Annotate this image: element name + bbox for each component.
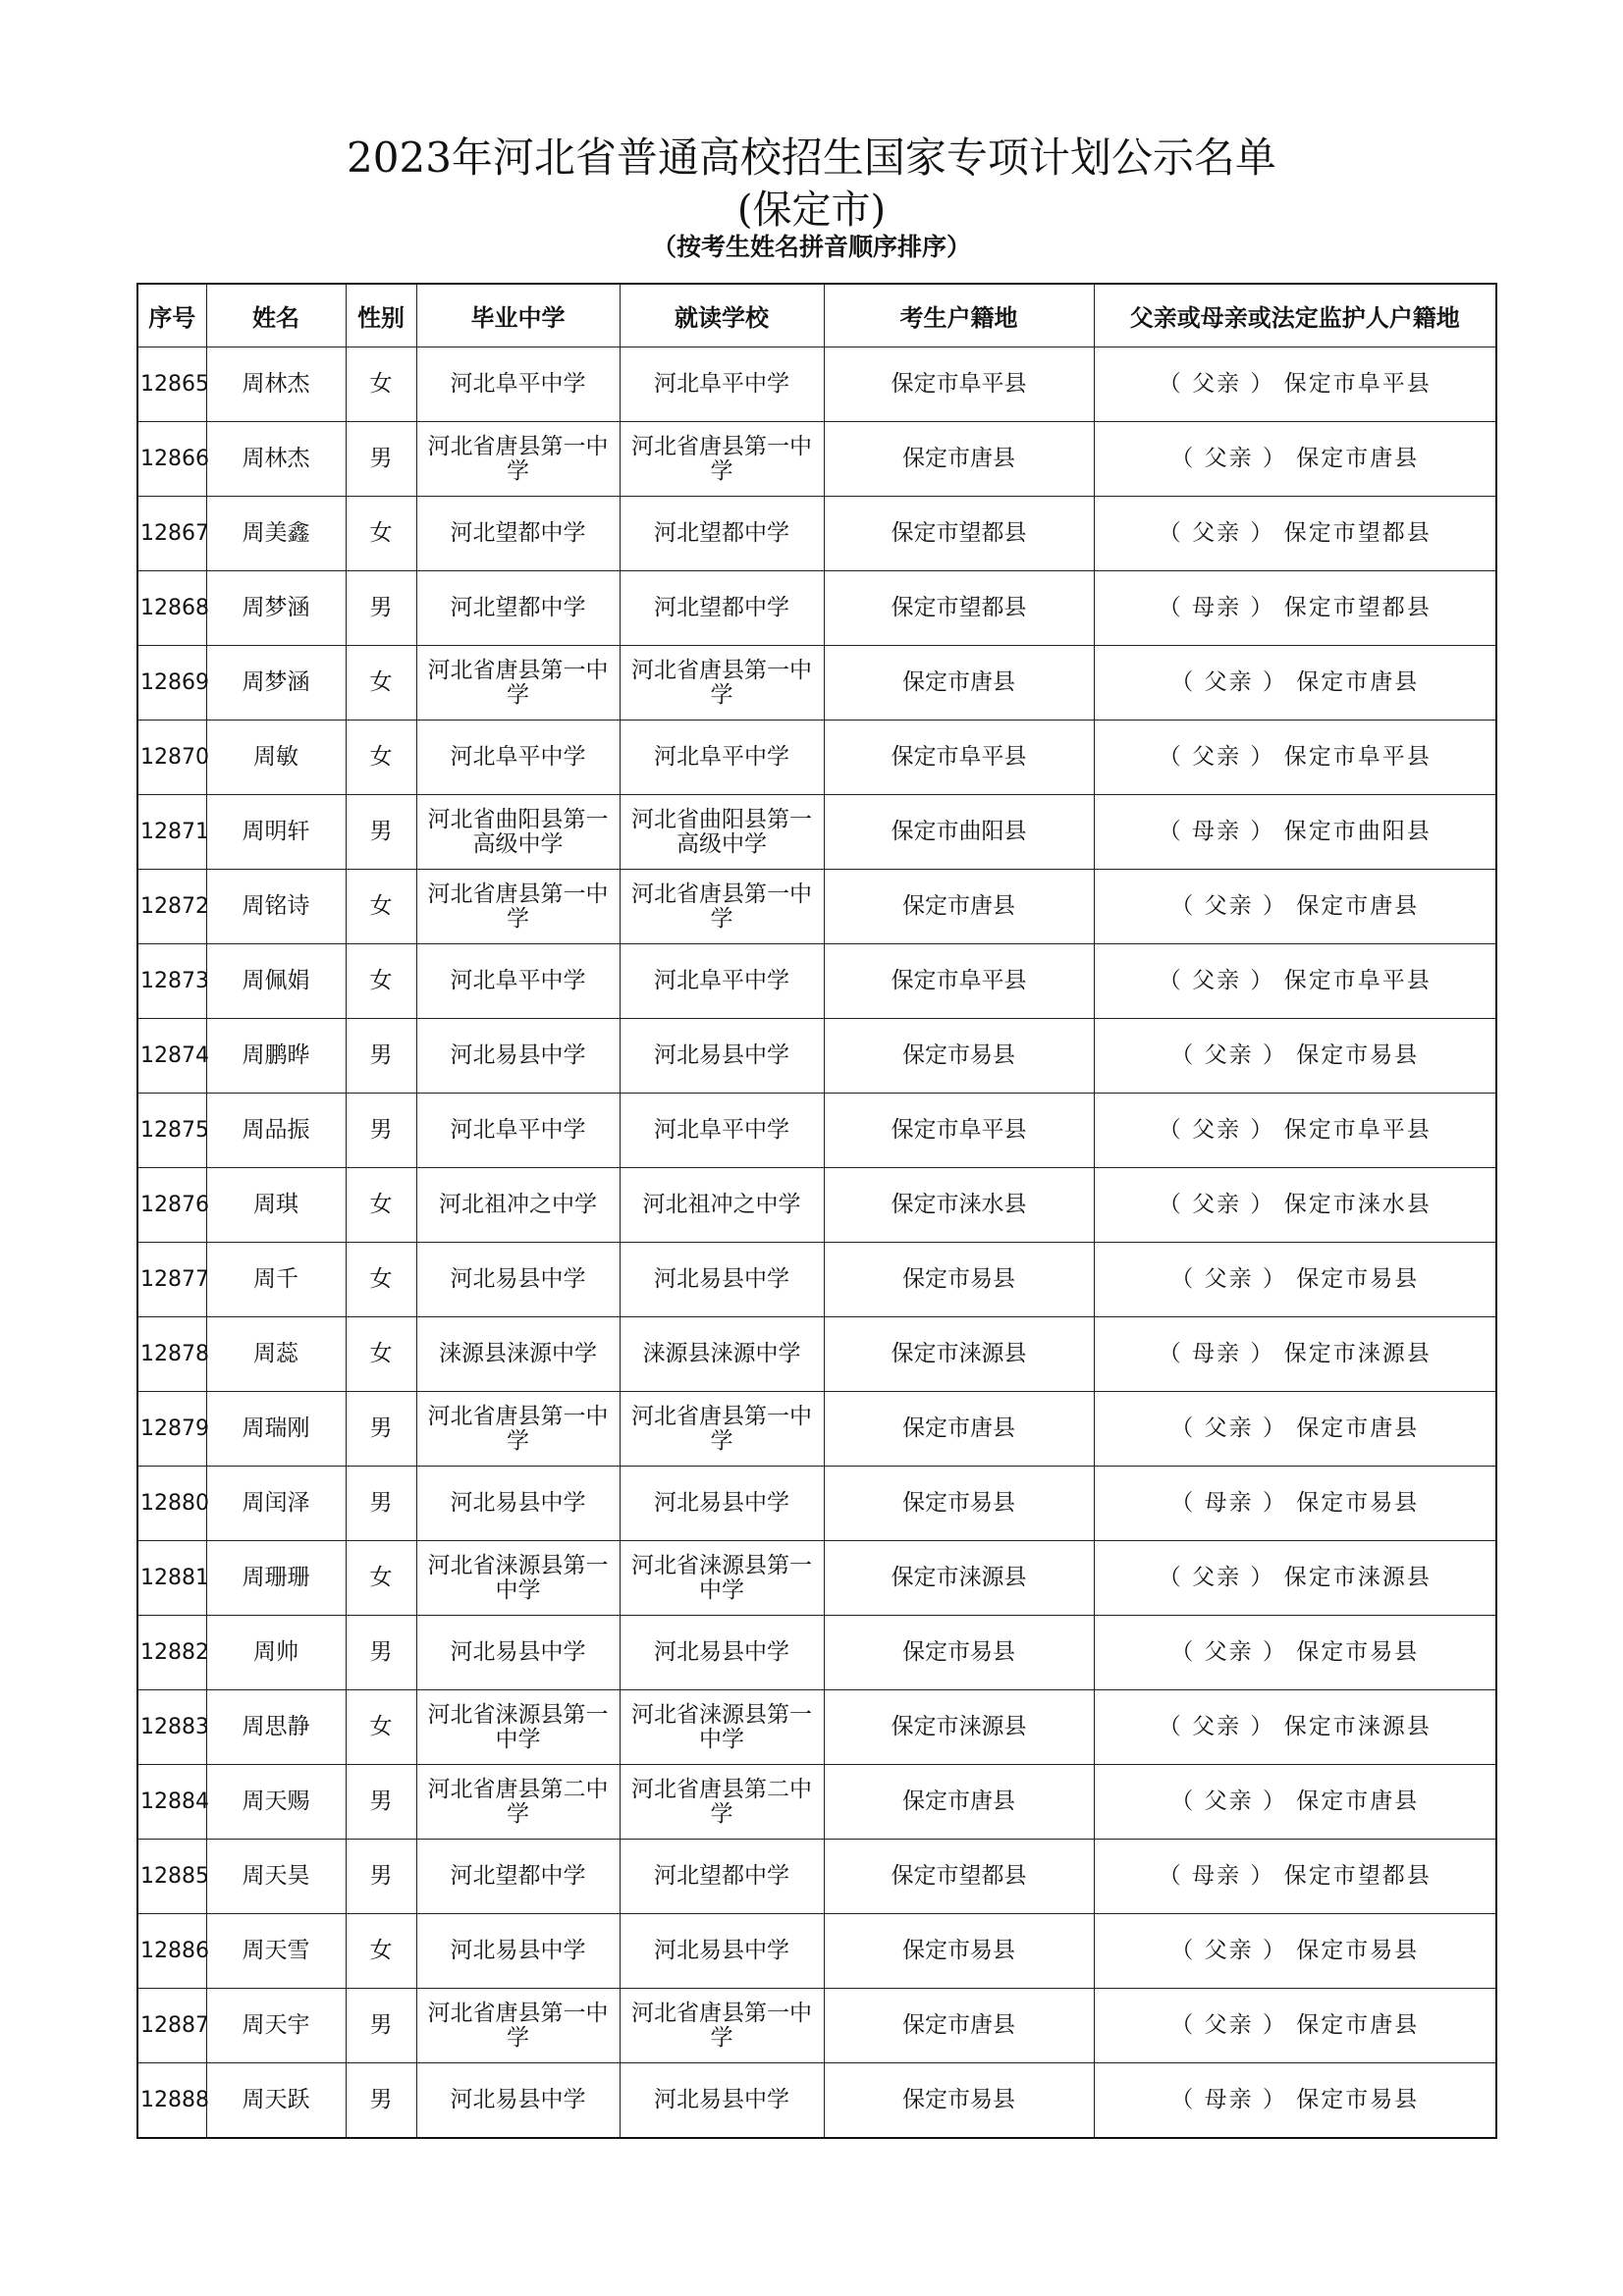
cell-seq: 12879: [137, 1392, 206, 1467]
cell-parent-hukou: （ 父亲 ） 保定市涞水县: [1094, 1168, 1496, 1243]
table-row: [137, 1914, 1496, 1989]
cell-gender: 男: [346, 1392, 416, 1467]
cell-study-school: 河北省唐县第一中学: [620, 1989, 824, 2063]
cell-hukou: 保定市易县: [824, 1243, 1094, 1317]
cell-grad-school: 河北省唐县第一中学: [416, 646, 620, 721]
cell-name: 周敏: [206, 721, 346, 795]
column-header-parent-hukou: 父亲或母亲或法定监护人户籍地: [1094, 284, 1496, 347]
cell-grad-school: 河北易县中学: [416, 1019, 620, 1094]
cell-seq: 12865: [137, 347, 206, 422]
cell-gender: 男: [346, 1616, 416, 1690]
cell-seq: 12888: [137, 2063, 206, 2139]
table-row: [137, 944, 1496, 1019]
cell-parent-hukou: （ 父亲 ） 保定市涞源县: [1094, 1541, 1496, 1616]
cell-study-school: 河北望都中学: [620, 497, 824, 571]
sort-note: （按考生姓名拼音顺序排序）: [651, 233, 971, 261]
cell-seq: 12878: [137, 1317, 206, 1392]
cell-name: 周瑞刚: [206, 1392, 346, 1467]
cell-hukou: 保定市唐县: [824, 422, 1094, 497]
table-row: [137, 721, 1496, 795]
cell-gender: 女: [346, 1243, 416, 1317]
cell-study-school: 河北望都中学: [620, 571, 824, 646]
cell-parent-hukou: （ 父亲 ） 保定市唐县: [1094, 1989, 1496, 2063]
cell-name: 周闰泽: [206, 1467, 346, 1541]
table-row: [137, 1317, 1496, 1392]
cell-gender: 男: [346, 1840, 416, 1914]
cell-name: 周铭诗: [206, 870, 346, 944]
table-row: [137, 1840, 1496, 1914]
cell-grad-school: 河北省唐县第一中学: [416, 870, 620, 944]
cell-parent-hukou: （ 父亲 ） 保定市阜平县: [1094, 347, 1496, 422]
table-header-row: [137, 284, 1496, 347]
cell-parent-hukou: （ 母亲 ） 保定市曲阳县: [1094, 795, 1496, 870]
cell-study-school: 河北省唐县第一中学: [620, 646, 824, 721]
cell-grad-school: 河北易县中学: [416, 1467, 620, 1541]
cell-gender: 男: [346, 571, 416, 646]
cell-parent-hukou: （ 父亲 ） 保定市易县: [1094, 1243, 1496, 1317]
cell-study-school: 河北省涞源县第一中学: [620, 1690, 824, 1765]
cell-study-school: 河北阜平中学: [620, 347, 824, 422]
cell-grad-school: 河北阜平中学: [416, 347, 620, 422]
cell-seq: 12870: [137, 721, 206, 795]
cell-grad-school: 涞源县涞源中学: [416, 1317, 620, 1392]
cell-parent-hukou: （ 父亲 ） 保定市易县: [1094, 1616, 1496, 1690]
cell-name: 周千: [206, 1243, 346, 1317]
cell-grad-school: 河北省曲阳县第一高级中学: [416, 795, 620, 870]
cell-hukou: 保定市易县: [824, 1467, 1094, 1541]
cell-name: 周佩娟: [206, 944, 346, 1019]
cell-grad-school: 河北阜平中学: [416, 1094, 620, 1168]
table-row: [137, 1168, 1496, 1243]
table-row: [137, 1616, 1496, 1690]
cell-name: 周天跃: [206, 2063, 346, 2139]
cell-name: 周天昊: [206, 1840, 346, 1914]
cell-parent-hukou: （ 母亲 ） 保定市易县: [1094, 1467, 1496, 1541]
cell-hukou: 保定市曲阳县: [824, 795, 1094, 870]
cell-seq: 12886: [137, 1914, 206, 1989]
cell-gender: 男: [346, 1094, 416, 1168]
column-header-study-school: 就读学校: [620, 284, 824, 347]
cell-gender: 女: [346, 1914, 416, 1989]
table-row: [137, 1243, 1496, 1317]
table-row: [137, 422, 1496, 497]
table-row: [137, 1094, 1496, 1168]
cell-name: 周天雪: [206, 1914, 346, 1989]
table-row: [137, 795, 1496, 870]
cell-hukou: 保定市唐县: [824, 870, 1094, 944]
column-header-gender: 性别: [346, 284, 416, 347]
cell-study-school: 河北省曲阳县第一高级中学: [620, 795, 824, 870]
table-row: [137, 1765, 1496, 1840]
table-row: [137, 1989, 1496, 2063]
cell-study-school: 河北省唐县第一中学: [620, 870, 824, 944]
cell-parent-hukou: （ 父亲 ） 保定市阜平县: [1094, 1094, 1496, 1168]
cell-grad-school: 河北易县中学: [416, 1616, 620, 1690]
cell-hukou: 保定市阜平县: [824, 721, 1094, 795]
cell-hukou: 保定市涞源县: [824, 1690, 1094, 1765]
cell-name: 周珊珊: [206, 1541, 346, 1616]
cell-parent-hukou: （ 父亲 ） 保定市唐县: [1094, 870, 1496, 944]
table-row: [137, 870, 1496, 944]
cell-gender: 女: [346, 646, 416, 721]
cell-grad-school: 河北省唐县第二中学: [416, 1765, 620, 1840]
cell-seq: 12884: [137, 1765, 206, 1840]
cell-study-school: 河北阜平中学: [620, 944, 824, 1019]
cell-study-school: 河北易县中学: [620, 1467, 824, 1541]
cell-hukou: 保定市唐县: [824, 1765, 1094, 1840]
cell-name: 周天赐: [206, 1765, 346, 1840]
cell-hukou: 保定市易县: [824, 1616, 1094, 1690]
cell-grad-school: 河北易县中学: [416, 2063, 620, 2139]
cell-seq: 12868: [137, 571, 206, 646]
cell-parent-hukou: （ 父亲 ） 保定市望都县: [1094, 497, 1496, 571]
cell-seq: 12877: [137, 1243, 206, 1317]
page-subtitle: (保定市): [736, 187, 887, 233]
table-row: [137, 1467, 1496, 1541]
table-row: [137, 1690, 1496, 1765]
cell-gender: 女: [346, 347, 416, 422]
cell-hukou: 保定市阜平县: [824, 1094, 1094, 1168]
cell-seq: 12866: [137, 422, 206, 497]
cell-name: 周梦涵: [206, 646, 346, 721]
cell-study-school: 河北望都中学: [620, 1840, 824, 1914]
table-row: [137, 2063, 1496, 2139]
cell-seq: 12883: [137, 1690, 206, 1765]
cell-hukou: 保定市唐县: [824, 1392, 1094, 1467]
cell-gender: 男: [346, 1765, 416, 1840]
cell-gender: 女: [346, 1690, 416, 1765]
cell-seq: 12881: [137, 1541, 206, 1616]
cell-study-school: 河北阜平中学: [620, 1094, 824, 1168]
cell-hukou: 保定市涞水县: [824, 1168, 1094, 1243]
cell-seq: 12869: [137, 646, 206, 721]
cell-name: 周琪: [206, 1168, 346, 1243]
column-header-hukou: 考生户籍地: [824, 284, 1094, 347]
cell-hukou: 保定市涞源县: [824, 1317, 1094, 1392]
cell-name: 周美鑫: [206, 497, 346, 571]
cell-gender: 女: [346, 944, 416, 1019]
cell-gender: 男: [346, 1467, 416, 1541]
cell-parent-hukou: （ 父亲 ） 保定市唐县: [1094, 1392, 1496, 1467]
cell-hukou: 保定市易县: [824, 1914, 1094, 1989]
cell-study-school: 河北易县中学: [620, 1019, 824, 1094]
cell-study-school: 河北易县中学: [620, 2063, 824, 2139]
cell-seq: 12871: [137, 795, 206, 870]
cell-parent-hukou: （ 母亲 ） 保定市望都县: [1094, 571, 1496, 646]
cell-gender: 女: [346, 721, 416, 795]
cell-grad-school: 河北省唐县第一中学: [416, 1989, 620, 2063]
cell-study-school: 河北易县中学: [620, 1914, 824, 1989]
page-title: 2023年河北省普通高校招生国家专项计划公示名单: [347, 133, 1276, 182]
cell-parent-hukou: （ 母亲 ） 保定市望都县: [1094, 1840, 1496, 1914]
cell-seq: 12880: [137, 1467, 206, 1541]
cell-study-school: 河北祖冲之中学: [620, 1168, 824, 1243]
cell-study-school: 河北易县中学: [620, 1616, 824, 1690]
cell-study-school: 河北省唐县第一中学: [620, 422, 824, 497]
cell-parent-hukou: （ 父亲 ） 保定市易县: [1094, 1019, 1496, 1094]
cell-parent-hukou: （ 父亲 ） 保定市唐县: [1094, 422, 1496, 497]
cell-hukou: 保定市望都县: [824, 1840, 1094, 1914]
column-header-seq: 序号: [137, 284, 206, 347]
cell-grad-school: 河北阜平中学: [416, 944, 620, 1019]
column-header-grad-school: 毕业中学: [416, 284, 620, 347]
cell-grad-school: 河北望都中学: [416, 1840, 620, 1914]
cell-seq: 12885: [137, 1840, 206, 1914]
cell-name: 周林杰: [206, 422, 346, 497]
table-row: [137, 646, 1496, 721]
cell-seq: 12873: [137, 944, 206, 1019]
cell-name: 周林杰: [206, 347, 346, 422]
cell-parent-hukou: （ 母亲 ） 保定市涞源县: [1094, 1317, 1496, 1392]
cell-grad-school: 河北省唐县第一中学: [416, 1392, 620, 1467]
cell-grad-school: 河北省唐县第一中学: [416, 422, 620, 497]
cell-hukou: 保定市阜平县: [824, 944, 1094, 1019]
table-row: [137, 497, 1496, 571]
cell-study-school: 河北省唐县第一中学: [620, 1392, 824, 1467]
cell-grad-school: 河北望都中学: [416, 497, 620, 571]
cell-name: 周鹏晔: [206, 1019, 346, 1094]
cell-hukou: 保定市易县: [824, 1019, 1094, 1094]
cell-gender: 男: [346, 1989, 416, 2063]
cell-study-school: 河北省唐县第二中学: [620, 1765, 824, 1840]
cell-hukou: 保定市望都县: [824, 571, 1094, 646]
table-row: [137, 1541, 1496, 1616]
cell-name: 周品振: [206, 1094, 346, 1168]
cell-grad-school: 河北易县中学: [416, 1914, 620, 1989]
cell-hukou: 保定市唐县: [824, 646, 1094, 721]
cell-gender: 女: [346, 1541, 416, 1616]
cell-seq: 12874: [137, 1019, 206, 1094]
cell-hukou: 保定市唐县: [824, 1989, 1094, 2063]
cell-gender: 女: [346, 1168, 416, 1243]
cell-grad-school: 河北望都中学: [416, 571, 620, 646]
cell-seq: 12876: [137, 1168, 206, 1243]
cell-grad-school: 河北省涞源县第一中学: [416, 1690, 620, 1765]
cell-parent-hukou: （ 父亲 ） 保定市唐县: [1094, 646, 1496, 721]
cell-gender: 女: [346, 497, 416, 571]
column-header-name: 姓名: [206, 284, 346, 347]
cell-hukou: 保定市易县: [824, 2063, 1094, 2139]
cell-parent-hukou: （ 父亲 ） 保定市阜平县: [1094, 721, 1496, 795]
cell-grad-school: 河北祖冲之中学: [416, 1168, 620, 1243]
cell-seq: 12875: [137, 1094, 206, 1168]
cell-parent-hukou: （ 父亲 ） 保定市唐县: [1094, 1765, 1496, 1840]
table-row: [137, 1019, 1496, 1094]
cell-gender: 女: [346, 870, 416, 944]
cell-study-school: 涞源县涞源中学: [620, 1317, 824, 1392]
cell-name: 周帅: [206, 1616, 346, 1690]
cell-name: 周天宇: [206, 1989, 346, 2063]
cell-seq: 12867: [137, 497, 206, 571]
cell-hukou: 保定市望都县: [824, 497, 1094, 571]
cell-parent-hukou: （ 父亲 ） 保定市易县: [1094, 1914, 1496, 1989]
cell-study-school: 河北易县中学: [620, 1243, 824, 1317]
cell-gender: 男: [346, 422, 416, 497]
cell-study-school: 河北阜平中学: [620, 721, 824, 795]
cell-name: 周思静: [206, 1690, 346, 1765]
cell-grad-school: 河北阜平中学: [416, 721, 620, 795]
cell-name: 周梦涵: [206, 571, 346, 646]
cell-parent-hukou: （ 父亲 ） 保定市阜平县: [1094, 944, 1496, 1019]
table-row: [137, 571, 1496, 646]
cell-gender: 男: [346, 1019, 416, 1094]
cell-gender: 女: [346, 1317, 416, 1392]
cell-name: 周明轩: [206, 795, 346, 870]
cell-grad-school: 河北省涞源县第一中学: [416, 1541, 620, 1616]
cell-hukou: 保定市涞源县: [824, 1541, 1094, 1616]
cell-study-school: 河北省涞源县第一中学: [620, 1541, 824, 1616]
cell-seq: 12887: [137, 1989, 206, 2063]
cell-gender: 男: [346, 795, 416, 870]
cell-seq: 12872: [137, 870, 206, 944]
cell-seq: 12882: [137, 1616, 206, 1690]
table-row: [137, 347, 1496, 422]
cell-gender: 男: [346, 2063, 416, 2139]
cell-parent-hukou: （ 父亲 ） 保定市涞源县: [1094, 1690, 1496, 1765]
table-row: [137, 1392, 1496, 1467]
cell-hukou: 保定市阜平县: [824, 347, 1094, 422]
roster-table: [136, 283, 1497, 2139]
cell-name: 周蕊: [206, 1317, 346, 1392]
cell-parent-hukou: （ 母亲 ） 保定市易县: [1094, 2063, 1496, 2139]
cell-grad-school: 河北易县中学: [416, 1243, 620, 1317]
